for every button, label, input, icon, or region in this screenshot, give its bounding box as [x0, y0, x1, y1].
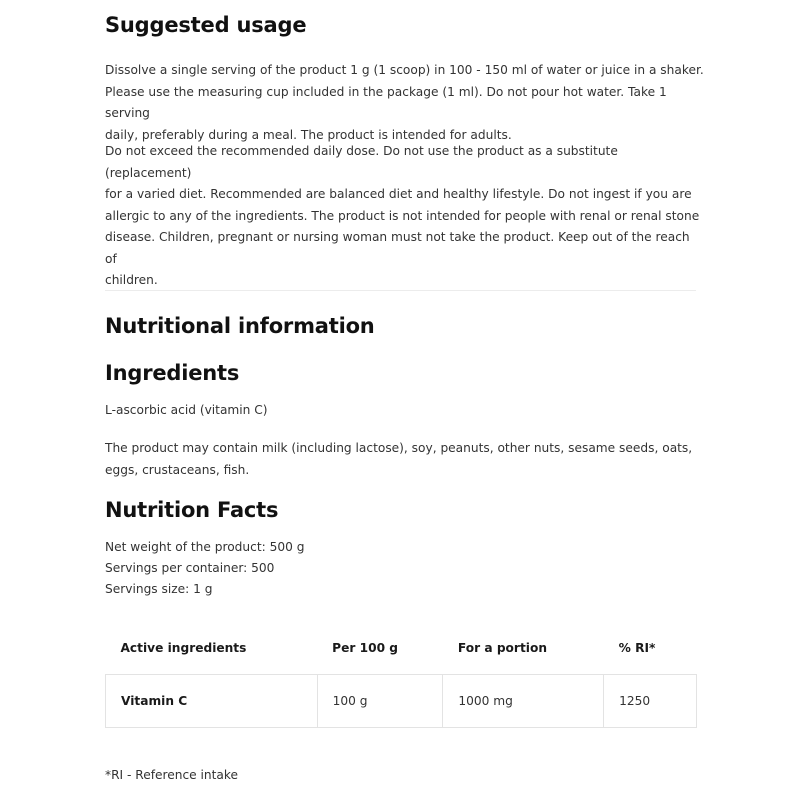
column-header-ri: % RI* [618, 641, 656, 655]
text-line: eggs, crustaceans, fish. [105, 462, 250, 477]
per-portion-cell: 1000 mg [443, 675, 604, 728]
allergens-paragraph [105, 438, 705, 481]
nutrition-facts-heading: Nutrition Facts [105, 498, 279, 522]
column-header-for-a-portion: For a portion [457, 641, 547, 655]
ingredients-heading: Ingredients [105, 361, 240, 385]
table-row [106, 675, 697, 728]
per-100g-cell: 100 g [317, 675, 443, 728]
ri-percent-cell: 1250 [604, 675, 697, 728]
column-header-active-ingredients: Active ingredients [120, 641, 247, 655]
text-line: children. [105, 273, 158, 287]
nutritional-information-heading: Nutritional information [105, 314, 375, 338]
text-line: allergic to any of the ingredients. The product is not intended for people with renal or renal stone [105, 208, 700, 223]
net-weight-text: Net weight of the product: 500 g [105, 540, 305, 554]
reference-intake-footnote: *RI - Reference intake [105, 768, 239, 782]
serving-size-text: Servings size: 1 g [105, 582, 213, 597]
text-line: Do not exceed the recommended daily dose. Do not use the product as a substitute (replacement) [105, 144, 618, 180]
column-header-per-100g: Per 100 g [332, 641, 399, 655]
table-header-row [106, 622, 697, 675]
text-line: Dissolve a single serving of the product 1 g (1 scoop) in 100 - 150 ml of water or juice in a shaker. [105, 63, 704, 77]
ingredients-text: L-ascorbic acid (vitamin C) [105, 403, 268, 417]
text-line: Please use the measuring cup included in the package (1 ml). Do not pour hot water. Take 1 serving [105, 84, 667, 120]
ingredient-name-cell: Vitamin C [106, 675, 318, 728]
usage-warnings-paragraph [105, 141, 705, 292]
text-line: disease. Children, pregnant or nursing woman must not take the product. Keep out of the reach of [105, 230, 690, 266]
text-line: for a varied diet. Recommended are balanced diet and healthy lifestyle. Do not ingest if you are [105, 187, 692, 201]
text-line: daily, preferably during a meal. The product is intended for adults. [105, 127, 512, 142]
servings-per-container-text: Servings per container: 500 [105, 561, 275, 576]
suggested-usage-heading: Suggested usage [105, 13, 307, 37]
section-divider [105, 290, 696, 291]
text-line: The product may contain milk (including lactose), soy, peanuts, other nuts, sesame seeds, oats, [105, 441, 693, 455]
usage-instructions-paragraph [105, 60, 705, 146]
nutrition-table [105, 622, 697, 728]
nutrition-facts-list [105, 537, 304, 601]
